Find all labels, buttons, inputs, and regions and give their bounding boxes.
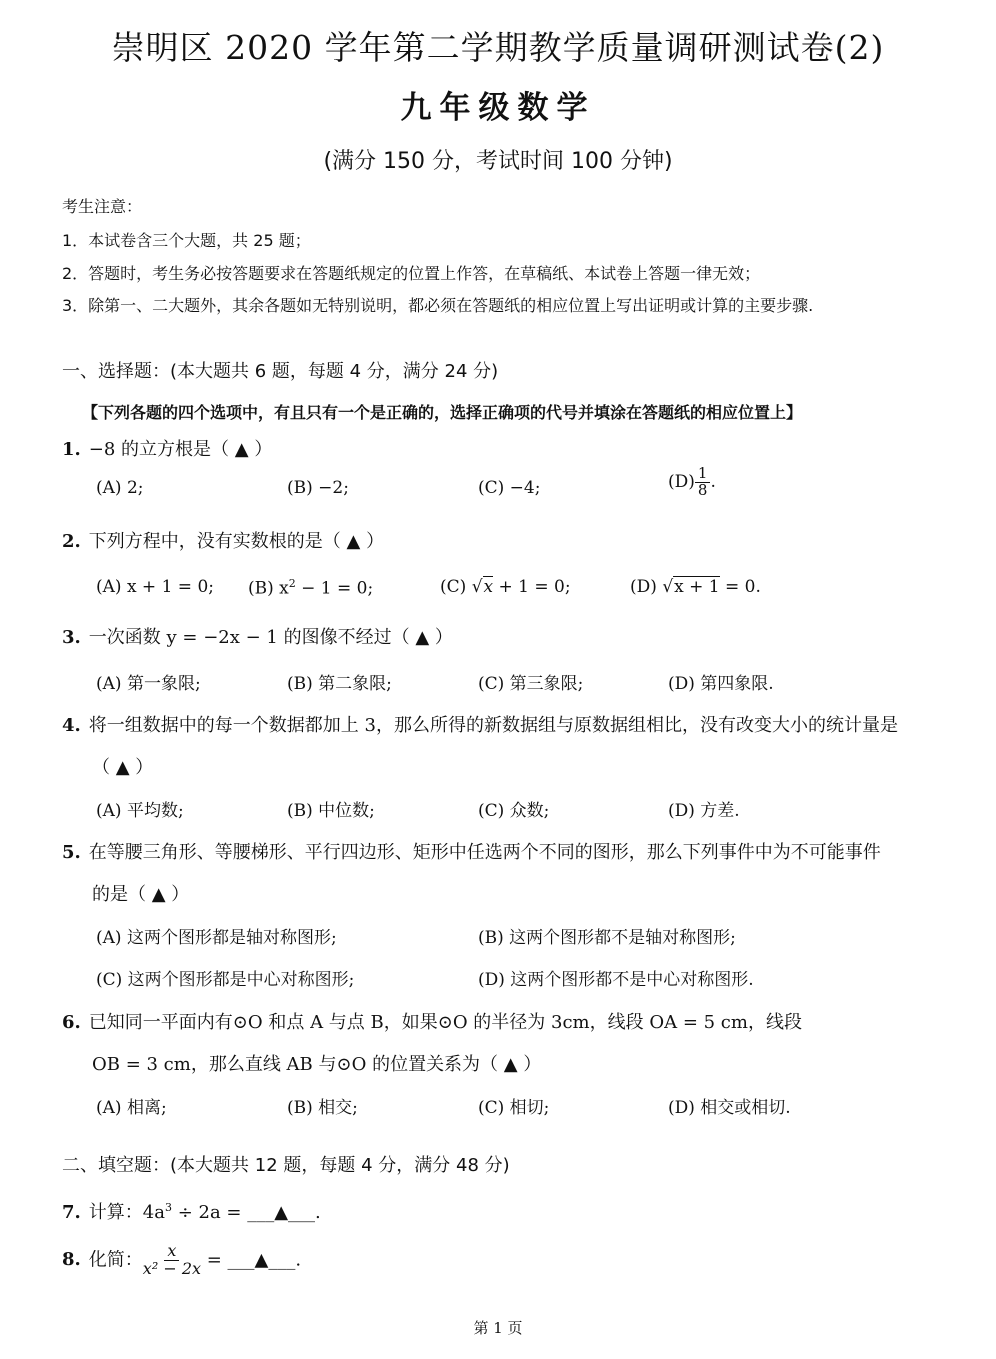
question-5-continued: 的是（ ▲ ） bbox=[92, 884, 190, 905]
q5-option-b: (B) 这两个图形都不是轴对称图形; bbox=[478, 928, 736, 948]
q3-option-d: (D) 第四象限. bbox=[668, 674, 774, 694]
notice-item-3: 3．除第一、二大题外，其余各题如无特别说明，都必须在答题纸的相应位置上写出证明或计算的主要步骤. bbox=[62, 296, 814, 315]
option-text: (C) bbox=[440, 577, 472, 597]
exponent: 3 bbox=[164, 1201, 172, 1214]
q2-option-b bbox=[248, 577, 373, 599]
notice-heading: 考生注意： bbox=[62, 197, 143, 216]
exam-subtitle: 九年级数学 bbox=[400, 90, 596, 126]
radicand: x bbox=[483, 577, 494, 597]
q5-option-c: (C) 这两个图形都是中心对称图形; bbox=[96, 970, 355, 990]
section1-instruction: 【下列各题的四个选项中，有且只有一个是正确的，选择正确项的代号并填涂在答题纸的相应位置上】 bbox=[82, 403, 803, 422]
question-text-end: ÷ 2a = ___▲___. bbox=[171, 1202, 321, 1223]
question-text: 一次函数 y = −2x − 1 的图像不经过（ ▲ ） bbox=[88, 627, 453, 648]
question-text: 在等腰三角形、等腰梯形、平行四边形、矩形中任选两个不同的图形，那么下列事件中为不可能事件 bbox=[88, 842, 881, 863]
q1-option-c: (C) −4; bbox=[478, 478, 541, 498]
fraction-denominator: x² − 2x bbox=[142, 1258, 202, 1278]
q1-option-a: (A) 2; bbox=[96, 478, 144, 498]
question-3 bbox=[62, 623, 453, 649]
q1-option-b: (B) −2; bbox=[287, 478, 349, 498]
question-number: 8. bbox=[62, 1249, 81, 1271]
option-text: (B) x bbox=[248, 578, 289, 599]
q3-option-a: (A) 第一象限; bbox=[96, 674, 201, 694]
q3-option-c: (C) 第三象限; bbox=[478, 674, 584, 694]
question-number: 1. bbox=[62, 439, 81, 460]
q5-option-d: (D) 这两个图形都不是中心对称图形. bbox=[478, 970, 754, 990]
sqrt-sign: √ bbox=[471, 577, 483, 597]
q3-option-b: (B) 第二象限; bbox=[287, 674, 392, 694]
question-number: 3. bbox=[62, 627, 81, 648]
question-text: 将一组数据中的每一个数据都加上 3，那么所得的新数据组与原数据组相比，没有改变大小的统计量是 bbox=[88, 715, 898, 736]
question-number: 7. bbox=[62, 1202, 81, 1223]
radicand: x + 1 bbox=[674, 577, 720, 597]
q6-option-b: (B) 相交; bbox=[287, 1098, 358, 1118]
question-number: 4. bbox=[62, 715, 81, 736]
exponent: 2 bbox=[288, 577, 296, 590]
question-number: 6. bbox=[62, 1012, 81, 1033]
question-text-end: = ___▲___. bbox=[201, 1249, 302, 1271]
q1-option-d bbox=[668, 466, 716, 499]
question-6 bbox=[62, 1008, 802, 1034]
exam-title: 崇明区 2020 学年第二学期教学质量调研测试卷(2) bbox=[111, 28, 885, 67]
question-number: 2. bbox=[62, 531, 81, 552]
fraction bbox=[143, 1243, 201, 1278]
option-text: (D) bbox=[630, 577, 663, 597]
notice-item-1: 1．本试卷含三个大题，共 25 题； bbox=[62, 231, 311, 250]
fraction bbox=[695, 466, 711, 499]
q5-option-a: (A) 这两个图形都是轴对称图形; bbox=[96, 928, 337, 948]
section1-heading: 一、选择题：(本大题共 6 题，每题 4 分，满分 24 分) bbox=[62, 361, 499, 382]
q6-option-a: (A) 相离; bbox=[96, 1098, 167, 1118]
q6-option-d: (D) 相交或相切. bbox=[668, 1098, 791, 1118]
question-1 bbox=[62, 435, 272, 461]
option-label: (D) bbox=[668, 471, 695, 492]
q4-option-d: (D) 方差. bbox=[668, 801, 740, 821]
question-2 bbox=[62, 527, 384, 553]
exam-meta: (满分 150 分，考试时间 100 分钟) bbox=[323, 149, 673, 174]
question-text: 已知同一平面内有⊙O 和点 A 与点 B，如果⊙O 的半径为 3cm，线段 OA = 5 cm，线段 bbox=[88, 1012, 802, 1033]
question-6-continued: OB = 3 cm，那么直线 AB 与⊙O 的位置关系为（ ▲ ） bbox=[92, 1054, 542, 1075]
option-text-end: − 1 = 0; bbox=[295, 578, 374, 599]
question-text: −8 的立方根是（ ▲ ） bbox=[88, 439, 273, 460]
question-8 bbox=[62, 1243, 301, 1278]
question-text: 计算：4a bbox=[88, 1202, 165, 1223]
section2-heading: 二、填空题：(本大题共 12 题，每题 4 分，满分 48 分) bbox=[62, 1155, 510, 1176]
question-4 bbox=[62, 711, 898, 737]
option-text-end: = 0. bbox=[719, 577, 761, 597]
fraction-numerator: 1 bbox=[695, 466, 711, 483]
notice-item-2: 2．答题时，考生务必按答题要求在答题纸规定的位置上作答，在草稿纸、本试卷上答题一律无效； bbox=[62, 264, 761, 283]
q4-option-c: (C) 众数; bbox=[478, 801, 550, 821]
question-5 bbox=[62, 838, 881, 864]
q4-option-a: (A) 平均数; bbox=[96, 801, 184, 821]
fraction-denominator: 8 bbox=[697, 480, 708, 499]
question-4-continued: （ ▲ ） bbox=[92, 757, 154, 778]
option-text-end: + 1 = 0; bbox=[493, 577, 571, 597]
fraction-numerator: x bbox=[164, 1243, 179, 1261]
question-7 bbox=[62, 1198, 321, 1224]
page-number: 第 1 页 bbox=[473, 1319, 523, 1337]
q6-option-c: (C) 相切; bbox=[478, 1098, 550, 1118]
option-suffix: . bbox=[710, 471, 716, 492]
q4-option-b: (B) 中位数; bbox=[287, 801, 375, 821]
sqrt-sign: √ bbox=[662, 577, 674, 597]
question-text: 下列方程中，没有实数根的是（ ▲ ） bbox=[88, 531, 385, 552]
q2-option-c bbox=[440, 577, 571, 597]
q2-option-a: (A) x + 1 = 0; bbox=[96, 577, 214, 597]
q2-option-d bbox=[630, 577, 761, 597]
question-text: 化简： bbox=[88, 1249, 143, 1271]
question-number: 5. bbox=[62, 842, 81, 863]
